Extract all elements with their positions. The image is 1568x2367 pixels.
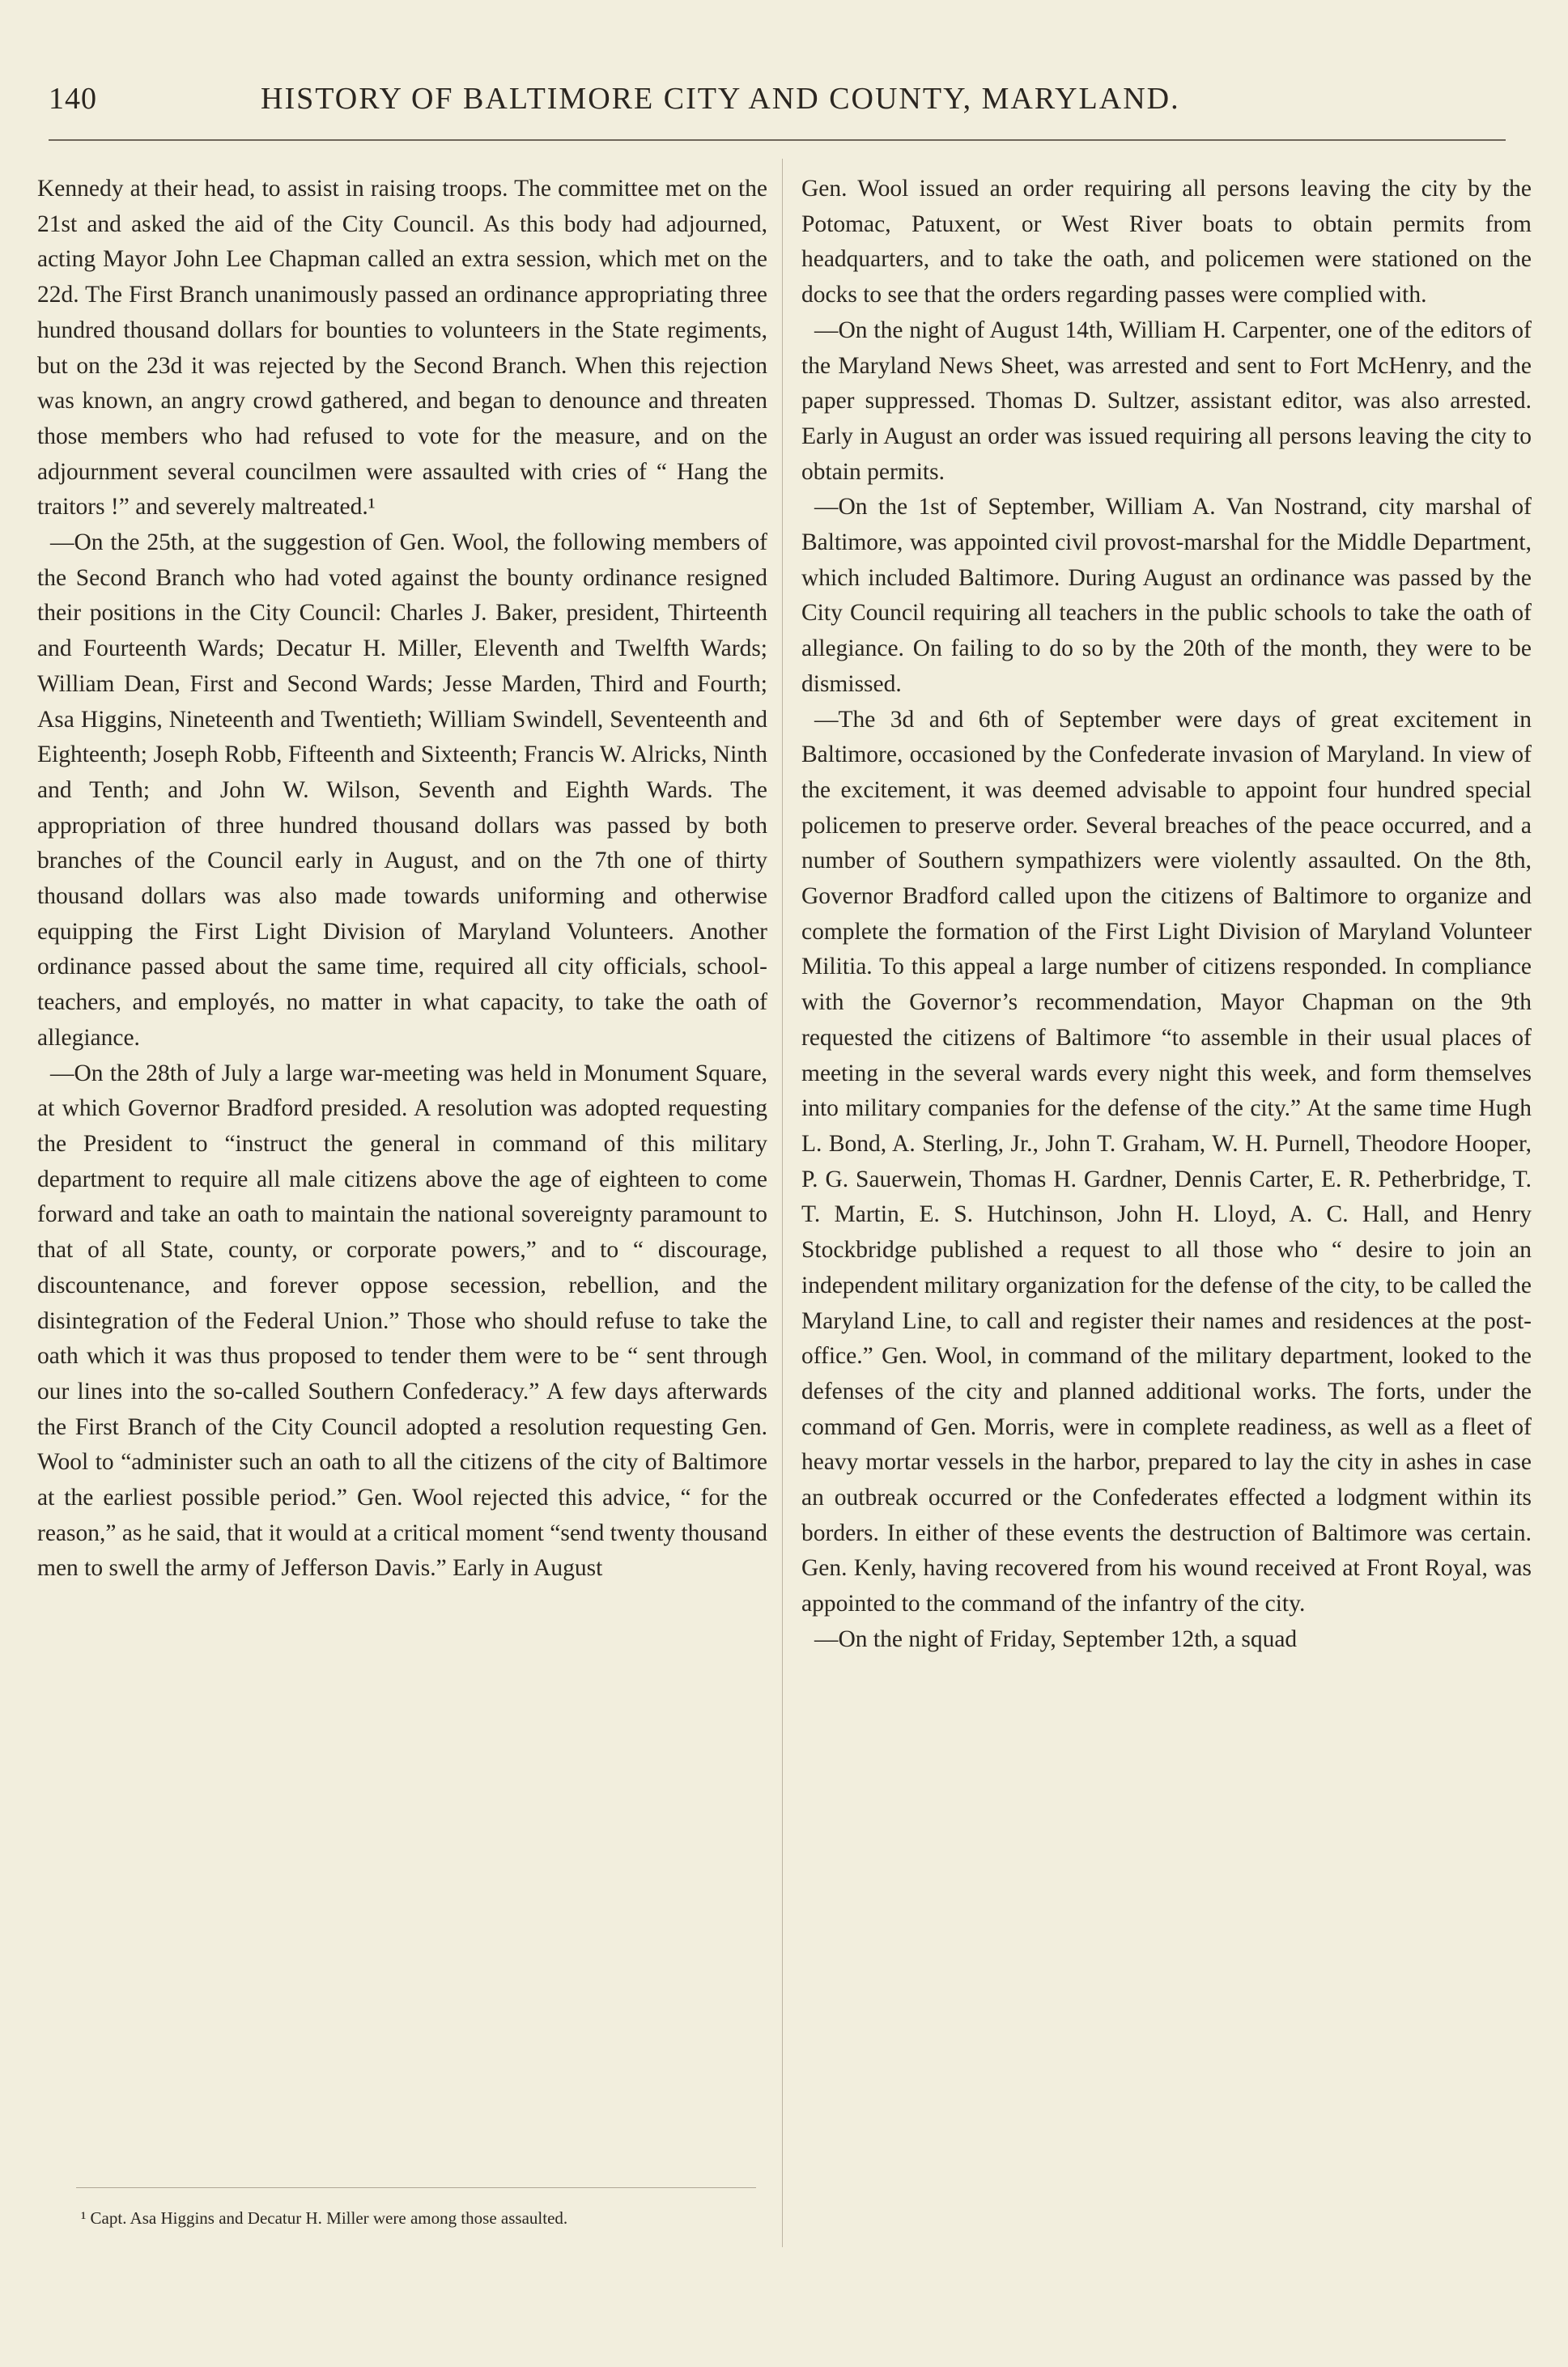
paragraph: —On the night of August 14th, William H. Carpenter, one of the editors of the Maryland News Sheet, was arrested and sent to Fort McHenry, and the paper suppressed. Thomas D. Sultzer, assistant editor, was also arrested. Early in August an order was issued requiring all persons leaving the city to obtain permits. [801,317,1532,485]
left-column [37,172,767,1587]
running-title: HISTORY OF BALTIMORE CITY AND COUNTY, MARYLAND. [261,82,1180,116]
paragraph: —On the 1st of September, William A. Van Nostrand, city marshal of Baltimore, was appointed civil provost-marshal for the Middle Department, which included Baltimore. During August an ordinance was passed by the City Council requiring all teachers in the public schools to take the oath of allegiance. On failing to do so by the 20th of the month, they were to be dismissed. [801,494,1532,697]
paragraph: —On the 28th of July a large war-meeting was held in Monument Square, at which Governor Bradford presided. A resolution was adopted requesting the President to “instruct the general in command of this military department to require all male citizens above the age of eighteen to come forward and take an oath to maintain the national sovereignty paramount to that of all State, county, or corporate powers,” and to “ discourage, discountenance, and forever oppose secession, rebellion, and the disintegration of the Federal Union.” Those who should refuse to take the oath which it was thus proposed to tender them were to be “ sent through our lines into the so-called Southern Confederacy.” A few days afterwards the First Branch of the City Council adopted a resolution requesting Gen. Wool to “administer such an oath to all the citizens of the city of Baltimore at the earliest possible period.” Gen. Wool rejected this advice, “ for the reason,” as he said, that it would at a critical moment “send twenty thousand men to swell the army of Jefferson Davis.” Early in August [37,1060,767,1582]
column-divider [782,159,783,2247]
paragraph: Gen. Wool issued an order requiring all persons leaving the city by the Potomac, Patuxent, or West River boats to obtain permits from headquarters, and to take the oath, and policemen were stationed on the docks to see that the orders regarding passes were complied with. [801,176,1532,308]
page-header [49,81,1506,126]
paragraph: —On the night of Friday, September 12th, a squad [814,1625,1298,1652]
header-rule [49,139,1506,141]
footnotes [49,2205,756,2232]
page-number: 140 [49,82,97,116]
right-column [801,172,1532,1658]
footnote-rule [76,2187,756,2188]
footnote: ¹ Capt. Asa Higgins and Decatur H. Miller were among those assaulted. [81,2208,568,2228]
paragraph: Kennedy at their head, to assist in raising troops. The committee met on the 21st and asked the aid of the City Council. As this body had adjourned, acting Mayor John Lee Chapman called an extra session, which met on the 22d. The First Branch unanimously passed an ordinance appropriating three hundred thousand dollars for bounties to volunteers in the State regiments, but on the 23d it was rejected by the Second Branch. When this rejection was known, an angry crowd gathered, and began to denounce and threaten those members who had refused to vote for the measure, and on the adjournment several councilmen were assaulted with cries of “ Hang the traitors !” and severely maltreated.¹ [37,176,767,521]
paragraph: —The 3d and 6th of September were days of great excitement in Baltimore, occasioned by the Confederate invasion of Maryland. In view of the excitement, it was deemed advisable to appoint four hundred special policemen to preserve order. Several breaches of the peace occurred, and a number of Southern sympathizers were violently assaulted. On the 8th, Governor Bradford called upon the citizens of Baltimore to organize and complete the formation of the First Light Division of Maryland Volunteer Militia. To this appeal a large number of citizens responded. In compliance with the Governor’s recommendation, Mayor Chapman on the 9th requested the citizens of Baltimore “to assemble in their usual places of meeting in the several wards every night this week, and form themselves into military companies for the defense of the city.” At the same time Hugh L. Bond, A. Sterling, Jr., John T. Graham, W. H. Purnell, Theodore Hooper, P. G. Sauerwein, Thomas H. Gardner, Dennis Carter, E. R. Petherbridge, T. T. Martin, E. S. Hutchinson, John H. Lloyd, A. C. Hall, and Henry Stockbridge published a request to all those who “ desire to join an independent military organization for the defense of the city, to be called the Maryland Line, to call and register their names and residences at the post-office.” Gen. Wool, in command of the military department, looked to the defenses of the city and planned additional works. The forts, under the command of Gen. Morris, were in complete readiness, as well as a fleet of heavy mortar vessels in the harbor, prepared to lay the city in ashes in case an outbreak occurred or the Confederates effected a lodgment within its borders. In either of these events the destruction of Baltimore was certain. Gen. Kenly, having recovered from his wound received at Front Royal, was appointed to the command of the infantry of the city. [801,706,1532,1617]
paragraph: —On the 25th, at the suggestion of Gen. Wool, the following members of the Second Branch who had voted against the bounty ordinance resigned their positions in the City Council: Charles J. Baker, president, Thirteenth and Fourteenth Wards; Decatur H. Miller, Eleventh and Twelfth Wards; William Dean, First and Second Wards; Jesse Marden, Third and Fourth; Asa Higgins, Nineteenth and Twentieth; William Swindell, Seventeenth and Eighteenth; Joseph Robb, Fifteenth and Sixteenth; Francis W. Alricks, Ninth and Tenth; and John W. Wilson, Seventh and Eighth Wards. The appropriation of three hundred thousand dollars was passed by both branches of the Council early in August, and on the 7th one of thirty thousand dollars was also made towards uniforming and otherwise equipping the First Light Division of Maryland Volunteers. Another ordinance passed about the same time, required all city officials, school-teachers, and employés, no matter in what capacity, to take the oath of allegiance. [37,529,767,1051]
